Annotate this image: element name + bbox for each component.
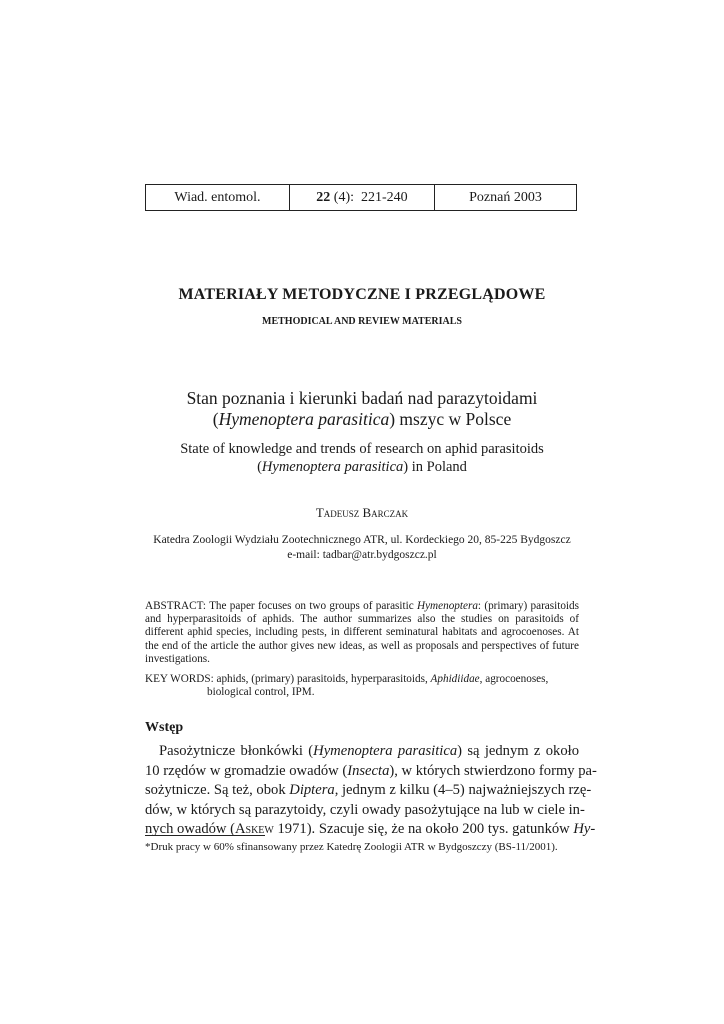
affiliation-address: Katedra Zoologii Wydziału Zootechnicznego ATR, ul. Kordeckiego 20, 85-225 Bydgoszcz [153,534,571,546]
footnote: *Druk pracy w 60% sfinansowany przez Katedrę Zoologii ATR w Bydgoszczy (BS-11/2001). [145,841,558,853]
journal-issue-pages: (4): 221-240 [330,189,408,205]
affiliation-email: e-mail: tadbar@atr.bydgoszcz.pl [287,549,437,561]
intro-heading: Wstęp [145,720,184,735]
author-name: Tadeusz Barczak [315,505,409,520]
journal-place-year: Poznań 2003 [469,189,542,205]
body-line-3: sożytnicze. Są też, obok Diptera, jednym z kilku (4–5) najważniejszych rzę- [145,782,592,798]
journal-name: Wiad. entomol. [146,185,290,210]
title-en-line1: State of knowledge and trends of research on aphid parasitoids [180,441,544,457]
keywords [145,673,579,699]
article-title-english [0,440,724,476]
title-pl-line2: (Hymenoptera parasitica) mszyc w Polsce [212,409,512,429]
section-title: MATERIAŁY METODYCZNE I PRZEGLĄDOWE [178,286,546,303]
footnote-rule [145,835,265,836]
article-title-polish [0,388,724,430]
body-line-5: nych owadów (Askew 1971). Szacuje się, że na około 200 tys. gatunków Hy- [145,821,596,837]
journal-volume-pages [290,185,435,210]
journal-volume: 22 [316,189,331,205]
body-line-1: Pasożytnicze błonkówki (Hymenoptera parasitica) są jednym z około [159,743,579,759]
section-subtitle: METHODICAL AND REVIEW MATERIALS [262,316,462,327]
body-line-4: dów, w których są parazytoidy, czyli owady pasożytujące na lub w ciele in- [145,801,585,818]
journal-info-box [145,184,577,211]
affiliation [0,533,724,563]
keywords-line2: biological control, IPM. [207,686,315,699]
title-pl-line1: Stan poznania i kierunki badań nad parazytoidami [186,388,538,408]
title-en-line2: (Hymenoptera parasitica) in Poland [257,459,467,475]
body-paragraph [145,742,597,840]
abstract: ABSTRACT: The paper focuses on two groups of parasitic Hymenoptera: (primary) parasitoids and hyperparasitoids of aphids. The author summarizes also the studies on parasitoids of different aphid species, including pests, in different seminatural habitats and agrocoenoses. At the end of the article the author gives new ideas, as well as proposals and perspectives of future investigations. [145,600,579,665]
keywords-line1: KEY WORDS: aphids, (primary) parasitoids, hyperparasitoids, Aphidiidae, agrocoenoses, [145,673,549,685]
body-line-2: 10 rzędów w gromadzie owadów (Insecta), w których stwierdzono formy pa- [145,762,597,779]
